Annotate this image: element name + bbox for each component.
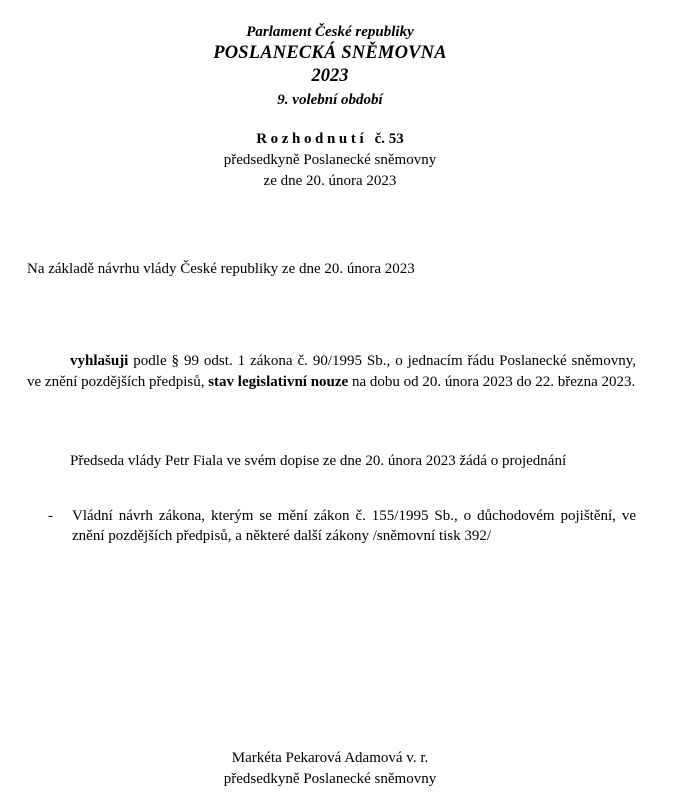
year: 2023 xyxy=(311,66,349,86)
list-item xyxy=(48,506,636,546)
declare-text-2: na dobu od 20. února 2023 do 22. března 2023. xyxy=(348,374,636,390)
decision-date: ze dne 20. února 2023 xyxy=(263,173,397,189)
signature-role: předsedkyně Poslanecké sněmovny xyxy=(223,771,437,787)
parliament-name: Parlament České republiky xyxy=(246,24,414,40)
decision-number: č. 53 xyxy=(374,131,404,147)
signature-name: Markéta Pekarová Adamová v. r. xyxy=(231,750,429,766)
declare-text-1: podle § 99 odst. 1 zákona č. 90/1995 Sb., o jednacím řádu Poslanecké sněmovny, ve znění pozdějších předpisů, xyxy=(27,353,636,390)
decision-title xyxy=(0,131,660,148)
list-item-text: Vládní návrh zákona, kterým se mění zákon č. 155/1995 Sb., o důchodovém pojištění, ve znění pozdějších předpisů, a některé další zákony /sněmovní tisk 392/ xyxy=(72,508,636,544)
basis-paragraph: Na základě návrhu vlády České republiky ze dne 20. února 2023 xyxy=(27,261,415,277)
pm-request-paragraph: Předseda vlády Petr Fiala ve svém dopise ze dne 20. února 2023 žádá o projednání xyxy=(70,453,567,469)
declaration-paragraph xyxy=(27,351,636,393)
decision-title-word: Rozhodnutí xyxy=(256,131,368,147)
chamber-name: POSLANECKÁ SNĚMOVNA xyxy=(213,43,447,63)
electoral-period: 9. volební období xyxy=(277,92,383,108)
declare-verb: vyhlašuji xyxy=(70,353,129,369)
decision-issuer: předsedkyně Poslanecké sněmovny xyxy=(223,152,437,168)
list-dash: - xyxy=(48,508,53,524)
declare-term: stav legislativní nouze xyxy=(208,374,349,390)
